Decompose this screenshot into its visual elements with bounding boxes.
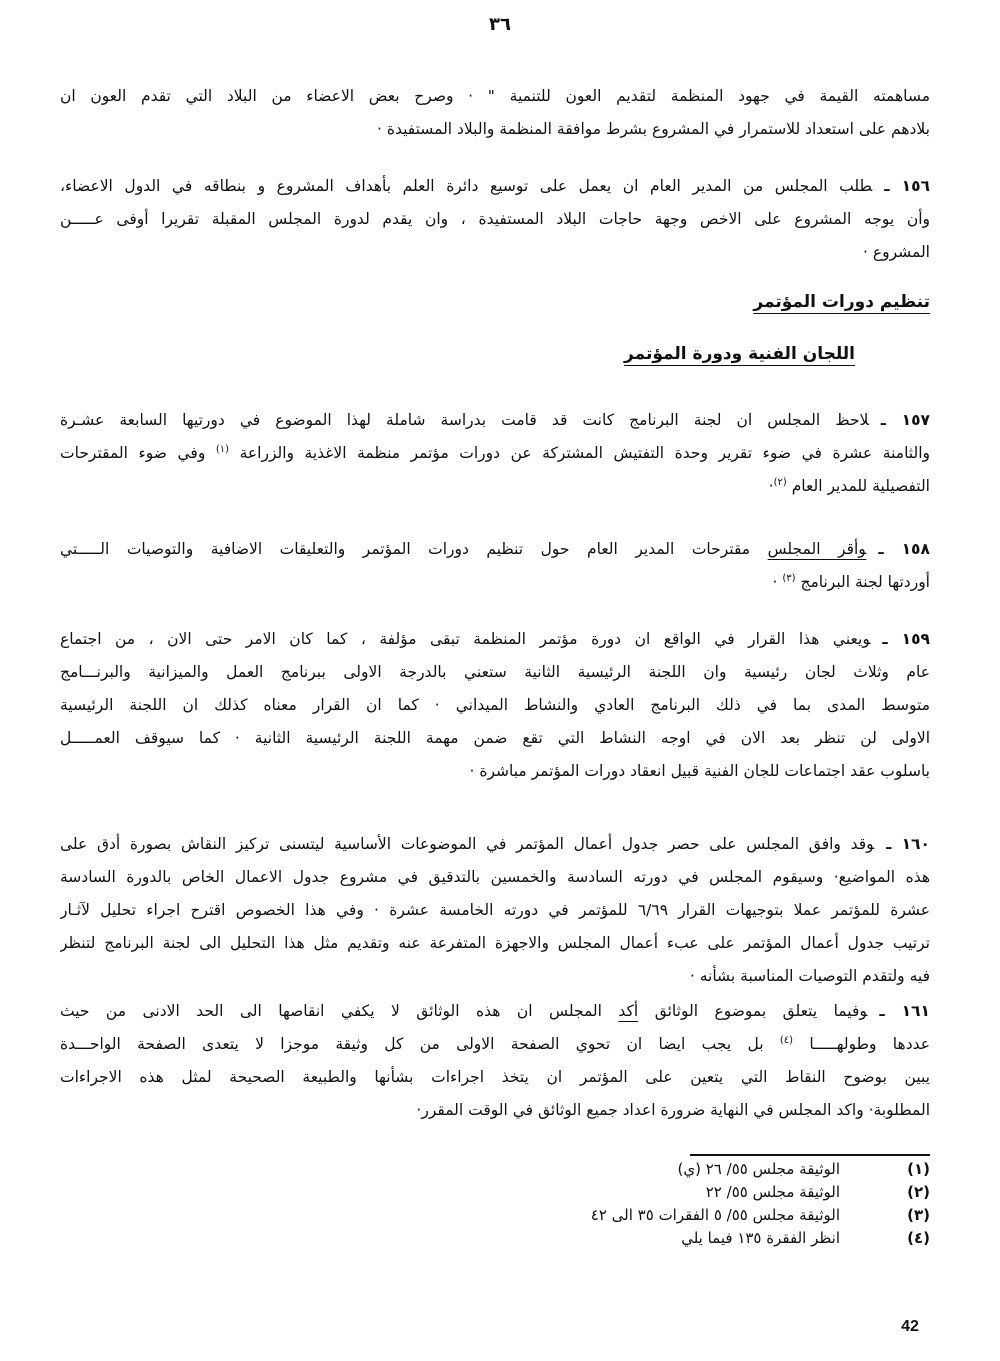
text-line: فيه ولتقدم التوصيات المناسبة بشأنه · — [689, 967, 930, 985]
text-line: عام وثلاث لجان رئيسية وان اللجنة الرئيسية الثانية ستعني بالدرجة الاولى ببرنامج العمل والميزانية والبرنـــامج — [60, 663, 930, 681]
paragraph-number: ١٥٨ ـ — [878, 540, 930, 558]
text-line: هذه المواضيع· وسيقوم المجلس في دورته السادسة والخمسين بالتدقيق في مشروع جدول الاعمال الخاص بالدورة السادسة — [60, 868, 930, 886]
text-line: بلادهم على استعداد للاستمرار في المشروع بشرط موافقة المنظمة والبلاد المستفيدة · — [376, 120, 930, 138]
page-number-top: ٣٦ — [489, 14, 511, 35]
footnote-text: انظر الفقرة ١٣٥ فيما يلي — [681, 1229, 840, 1247]
footnote-mark: (٤) — [907, 1229, 930, 1247]
text-line: عددها وطولهـــــا — [809, 1035, 930, 1053]
paragraph-159 — [60, 623, 930, 788]
paragraph-156 — [60, 170, 930, 269]
footnote-ref-2[interactable]: (٢) — [773, 476, 787, 488]
footnote-item — [420, 1181, 930, 1204]
footnote-mark: (٣) — [907, 1206, 930, 1224]
page-number-bottom: 42 — [901, 1318, 919, 1335]
text-line: وأن يوجه المشروع على الاخص وجهة حاجات البلاد المستفيدة ، وان يقدم لدورة المجلس المقبلة تقريرا أوفى عـــــن — [60, 210, 930, 228]
paragraph-number: ١٥٦ ـ — [884, 177, 930, 195]
text-line: مساهمته القيمة في جهود المنظمة لتقديم العون للتنمية " · وصرح بعض الاعضاء من البلاد التي تقدم العون ان — [60, 87, 930, 105]
footnote-mark: (١) — [907, 1160, 930, 1178]
paragraph-number: ١٦١ ـ — [879, 1002, 930, 1020]
paragraph-157 — [60, 404, 930, 503]
text-line: ويعني هذا القرار في الواقع ان دورة مؤتمر المنظمة تبقى مؤلفة ، كما كان الامر حتى الان ، من اجتماع — [60, 630, 871, 648]
subsection-heading: اللجان الفنية ودورة المؤتمر — [624, 344, 855, 364]
footnote-item — [420, 1227, 930, 1250]
underlined-text: وأقر المجلس — [767, 540, 867, 558]
intro-paragraph — [60, 80, 930, 146]
text-line: عشرة للمؤتمر عملا بتوجيهات القرار ٦/٦٩ للمؤتمر في دورته الخامسة عشرة · وفي هذا الخصوص اقترح اجراء تحليل لآثـار — [60, 901, 930, 919]
paragraph-160 — [60, 828, 930, 993]
text-line: وفي ضوء المقترحات — [60, 444, 206, 462]
footnote-mark: (٢) — [907, 1183, 930, 1201]
text-line: طلب المجلس من المدير العام ان يعمل على توسيع دائرة العلم بأهداف المشروع و بنطاقه في الدول الاعضاء، — [60, 177, 873, 195]
text-line: الاولى لن تنظر بعد الان في اوجه النشاط التي تقع ضمن مهمة اللجنة الرئيسية الثانية · كما سيوقف العمـــــل — [60, 729, 930, 747]
footnote-ref-4[interactable]: (٤) — [779, 1034, 794, 1046]
text-line: متوسط المدى بما في ذلك البرنامج العادي والنشاط الميداني · كما ان القرار معناه كذلك ان اللجنة الرئيسية — [60, 696, 930, 714]
footnote-text: الوثيقة مجلس ٥٥/ ٥ الفقرات ٣٥ الى ٤٢ — [590, 1206, 840, 1224]
text-line: وفيما يتعلق بموضوع الوثائق — [654, 1002, 868, 1020]
text-line: بل يجب ايضا ان تحوي الصفحة الاولى من كل وثيقة موجزا لا يتعدى الصفحة الواحـــدة — [60, 1035, 764, 1053]
footnote-ref-1[interactable]: (١) — [215, 443, 230, 455]
footnote-text: الوثيقة مجلس ٥٥/ ٢٦ (ي) — [677, 1160, 840, 1178]
footnotes — [420, 1158, 930, 1250]
text-line: المجلس ان هذه الوثائق لا يكفي انقاصها الى الحد الادنى من حيث — [60, 1002, 602, 1020]
text-line: المطلوبة· واكد المجلس في النهاية ضرورة اعداد جميع الوثائق في الوقت المقرر· — [416, 1101, 930, 1119]
footnote-item — [420, 1204, 930, 1227]
section-heading: تنظيم دورات المؤتمر — [753, 292, 930, 312]
text-line: لاحظ المجلس ان لجنة البرنامج كانت قد قامت بدراسة شاملة لهذا الموضوع في دورتيها السابعة عشـرة — [60, 411, 869, 429]
text-line: المشروع · — [863, 243, 930, 261]
paragraph-158 — [60, 533, 930, 599]
period: · — [768, 477, 774, 495]
text-line: مقترحات المدير العام حول تنظيم دورات المؤتمر والتعليقات الاضافية والتوصيات الـــــتي — [60, 540, 751, 558]
text-line: ترتيب جدول أعمال المؤتمر على عبء أعمال المجلس والاجهزة المتفرعة عنه وتقديم مثل هذا التحليل الى لجنة البرنامج لتنظر — [60, 934, 930, 952]
footnote-ref-3[interactable]: (٣) — [782, 572, 796, 584]
paragraph-number: ١٥٩ ـ — [882, 630, 930, 648]
paragraph-number: ١٥٧ ـ — [880, 411, 930, 429]
footnote-item — [420, 1158, 930, 1181]
text-line: التفصيلية للمدير العام — [791, 477, 930, 495]
paragraph-number: ١٦٠ ـ — [886, 835, 930, 853]
text-line: والثامنة عشرة في ضوء تقرير وحدة التفتيش المشتركة عن دورات مؤتمر منظمة الاغذية والزراعة — [239, 444, 930, 462]
text-line: باسلوب عقد اجتماعات للجان الفنية قبيل انعقاد دورات المؤتمر مباشرة · — [469, 762, 930, 780]
paragraph-161 — [60, 995, 930, 1127]
footnote-divider — [690, 1154, 930, 1156]
text-line: يبين بوضوح النقاط التي يتعين على المؤتمر ان يتخذ اجراءات بشأنها والطبيعة الصحيحة لمثل هذه الاجراءات — [60, 1068, 930, 1086]
underlined-text: أكد — [618, 1002, 639, 1020]
period: · — [772, 573, 778, 591]
text-line: وقد وافق المجلس على حصر جدول أعمال المؤتمر في الموضوعات الأساسية ليتسنى تركيز النقاش بصورة أدق على — [60, 835, 875, 853]
footnote-text: الوثيقة مجلس ٥٥/ ٢٢ — [705, 1183, 840, 1201]
text-line: أوردتها لجنة البرنامج — [800, 573, 930, 591]
